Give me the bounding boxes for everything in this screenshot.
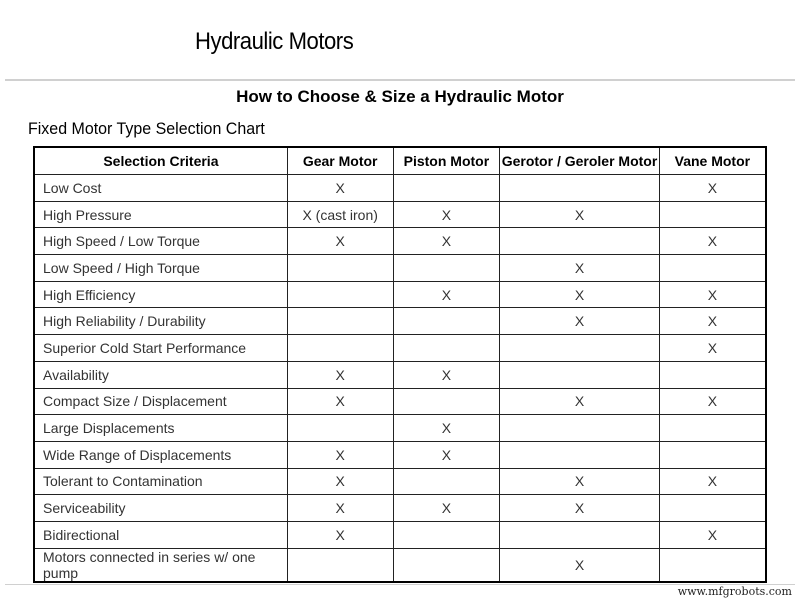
- mark-cell: X: [500, 468, 660, 495]
- mark-cell: X: [659, 281, 766, 308]
- table-row: [34, 175, 766, 202]
- mark-cell: [287, 308, 393, 335]
- mark-cell: [287, 281, 393, 308]
- mark-cell: [500, 228, 660, 255]
- mark-cell: X: [500, 308, 660, 335]
- mark-cell: X: [287, 361, 393, 388]
- mark-cell: [393, 255, 500, 282]
- mark-cell: X: [287, 521, 393, 548]
- criteria-cell: Low Speed / High Torque: [34, 255, 287, 282]
- criteria-cell: High Efficiency: [34, 281, 287, 308]
- mark-cell: X: [393, 281, 500, 308]
- table-row: [34, 468, 766, 495]
- mark-cell: [393, 468, 500, 495]
- mark-cell: [500, 335, 660, 362]
- mark-cell: X: [500, 388, 660, 415]
- mark-cell: [393, 308, 500, 335]
- subtitle: How to Choose & Size a Hydraulic Motor: [236, 87, 564, 106]
- mark-cell: [393, 388, 500, 415]
- column-header: Selection Criteria: [34, 147, 287, 175]
- table-row: [34, 361, 766, 388]
- table-row: [34, 441, 766, 468]
- mark-cell: [659, 361, 766, 388]
- mark-cell: X: [287, 228, 393, 255]
- mark-cell: X: [659, 175, 766, 202]
- criteria-cell: High Pressure: [34, 201, 287, 228]
- mark-cell: [287, 415, 393, 442]
- criteria-cell: High Speed / Low Torque: [34, 228, 287, 255]
- criteria-cell: Low Cost: [34, 175, 287, 202]
- divider: [5, 79, 795, 81]
- mark-cell: X: [659, 388, 766, 415]
- mark-cell: X: [287, 441, 393, 468]
- mark-cell: X: [500, 548, 660, 582]
- table-row: [34, 415, 766, 442]
- mark-cell: [393, 335, 500, 362]
- table-row: [34, 521, 766, 548]
- mark-cell: [500, 521, 660, 548]
- watermark: www.mfgrobots.com: [677, 585, 792, 598]
- mark-cell: X: [500, 255, 660, 282]
- table-row: [34, 255, 766, 282]
- mark-cell: X: [393, 441, 500, 468]
- criteria-cell: Tolerant to Contamination: [34, 468, 287, 495]
- table-row: [34, 388, 766, 415]
- criteria-cell: High Reliability / Durability: [34, 308, 287, 335]
- table-header-row: [34, 147, 766, 175]
- column-header: Piston Motor: [393, 147, 500, 175]
- mark-cell: [659, 441, 766, 468]
- mark-cell: X: [287, 495, 393, 522]
- mark-cell: [500, 415, 660, 442]
- divider: [5, 584, 795, 585]
- mark-cell: [500, 175, 660, 202]
- mark-cell: X: [287, 175, 393, 202]
- mark-cell: X: [393, 201, 500, 228]
- criteria-cell: Serviceability: [34, 495, 287, 522]
- column-header: Gerotor / Geroler Motor: [500, 147, 660, 175]
- mark-cell: X: [659, 228, 766, 255]
- page-title: Hydraulic Motors: [195, 28, 354, 55]
- criteria-cell: Motors connected in series w/ one pump: [34, 548, 287, 582]
- mark-cell: X: [287, 468, 393, 495]
- mark-cell: X: [659, 308, 766, 335]
- mark-cell: X: [500, 201, 660, 228]
- mark-cell: X: [500, 495, 660, 522]
- table-row: [34, 495, 766, 522]
- mark-cell: [287, 548, 393, 582]
- mark-cell: X: [393, 228, 500, 255]
- section-title: Fixed Motor Type Selection Chart: [28, 119, 265, 138]
- table-row: [34, 281, 766, 308]
- column-header: Gear Motor: [287, 147, 393, 175]
- mark-cell: X: [287, 388, 393, 415]
- mark-cell: [500, 441, 660, 468]
- mark-cell: X: [393, 415, 500, 442]
- mark-cell: [287, 255, 393, 282]
- table-row: [34, 228, 766, 255]
- selection-table: [33, 146, 767, 583]
- mark-cell: [393, 175, 500, 202]
- mark-cell: [393, 548, 500, 582]
- criteria-cell: Superior Cold Start Performance: [34, 335, 287, 362]
- mark-cell: X: [659, 521, 766, 548]
- criteria-cell: Availability: [34, 361, 287, 388]
- mark-cell: [659, 255, 766, 282]
- mark-cell: [393, 521, 500, 548]
- criteria-cell: Compact Size / Displacement: [34, 388, 287, 415]
- criteria-cell: Large Displacements: [34, 415, 287, 442]
- mark-cell: [659, 201, 766, 228]
- mark-cell: X (cast iron): [287, 201, 393, 228]
- table-row: [34, 201, 766, 228]
- criteria-cell: Bidirectional: [34, 521, 287, 548]
- mark-cell: [287, 335, 393, 362]
- table-row: [34, 548, 766, 582]
- table-row: [34, 335, 766, 362]
- mark-cell: X: [500, 281, 660, 308]
- mark-cell: X: [659, 335, 766, 362]
- mark-cell: [500, 361, 660, 388]
- mark-cell: [659, 548, 766, 582]
- column-header: Vane Motor: [659, 147, 766, 175]
- mark-cell: X: [393, 361, 500, 388]
- mark-cell: X: [393, 495, 500, 522]
- table-row: [34, 308, 766, 335]
- mark-cell: [659, 415, 766, 442]
- mark-cell: X: [659, 468, 766, 495]
- criteria-cell: Wide Range of Displacements: [34, 441, 287, 468]
- mark-cell: [659, 495, 766, 522]
